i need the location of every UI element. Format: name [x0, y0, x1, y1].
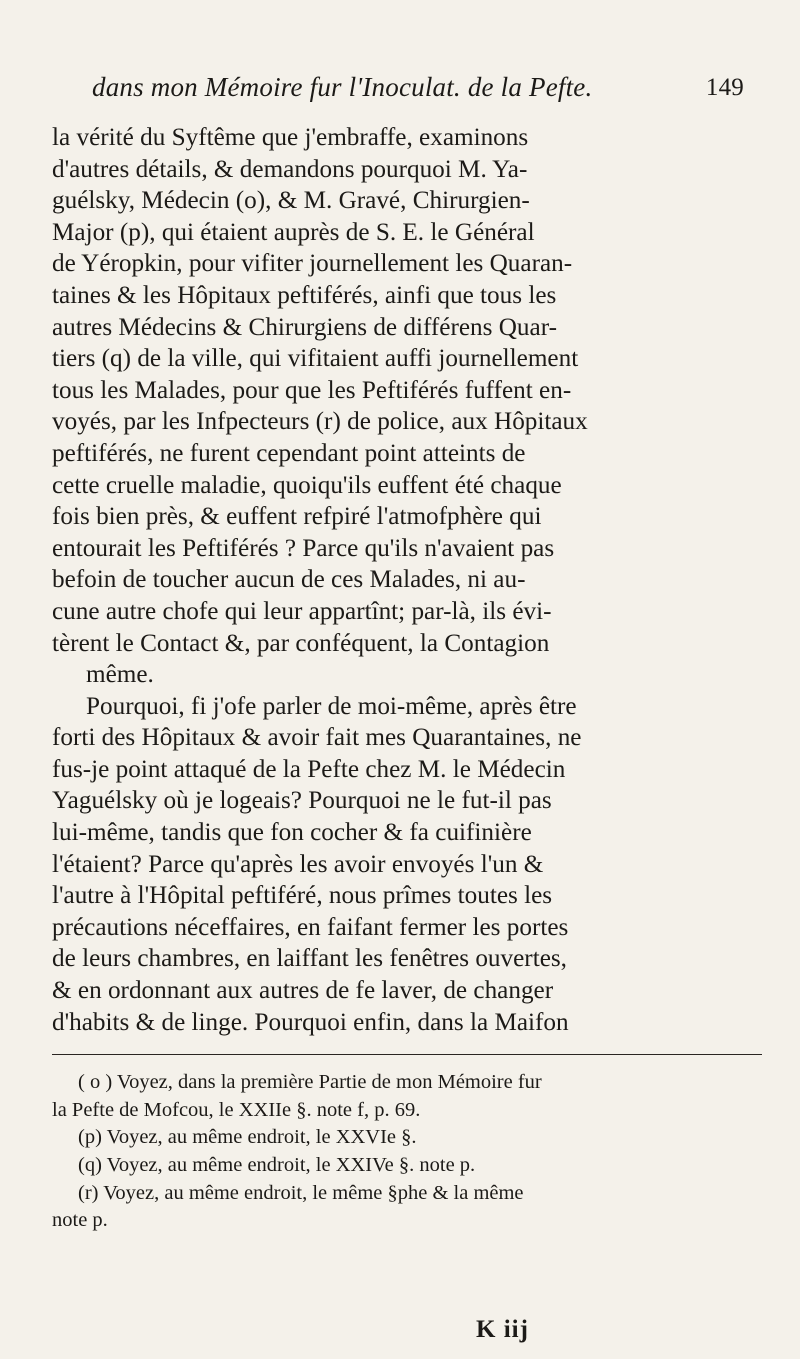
signature-mark: K iij	[476, 1316, 529, 1343]
text-line: entourait les Peftiférés ? Parce qu'ils n'avaient pas	[52, 534, 555, 562]
footnote-divider	[52, 1054, 762, 1055]
text-line: l'autre à l'Hôpital peftiféré, nous prîmes toutes les	[52, 882, 553, 910]
paragraph-1	[52, 122, 762, 691]
footnote-o: ( o ) Voyez, dans la première Partie de mon Mémoire fur	[78, 1071, 542, 1094]
text-line: voyés, par les Infpecteurs (r) de police, aux Hôpitaux	[52, 408, 588, 436]
main-text	[52, 122, 762, 1038]
page-number: 149	[705, 74, 744, 101]
text-line: tous les Malades, pour que les Peftiférés fuffent en-	[52, 376, 572, 404]
text-line: tiers (q) de la ville, qui vifitaient auffi journellement	[52, 345, 579, 373]
text-line: Pourquoi, fi j'ofe parler de moi-même, après être	[86, 692, 577, 720]
text-line: la vérité du Syftême que j'embraffe, examinons	[52, 124, 529, 151]
footnote-r-cont: note p.	[52, 1209, 108, 1232]
running-title: dans mon Mémoire fur l'Inoculat. de la Pefte.	[92, 72, 593, 102]
text-line: précautions néceffaires, en faifant fermer les portes	[52, 913, 569, 941]
running-head	[52, 72, 762, 118]
text-line: Major (p), qui étaient auprès de S. E. le Général	[52, 218, 535, 246]
text-line: autres Médecins & Chirurgiens de différens Quar-	[52, 313, 557, 341]
text-line: cune autre chofe qui leur appartînt; par-là, ils évi-	[52, 597, 552, 625]
footnote-p: (p) Voyez, au même endroit, le XXVIe §.	[78, 1126, 417, 1149]
text-line: Yaguélsky où je logeais? Pourquoi ne le fut-il pas	[52, 787, 552, 815]
text-line: de leurs chambres, en laiffant les fenêtres ouvertes,	[52, 945, 567, 973]
text-line: taines & les Hôpitaux peftiférés, ainfi que tous les	[52, 281, 557, 309]
text-line: même.	[86, 661, 154, 689]
footnote-o-cont: la Pefte de Mofcou, le XXIIe §. note f, p. 69.	[52, 1098, 421, 1121]
text-line: forti des Hôpitaux & avoir fait mes Quarantaines, ne	[52, 724, 582, 752]
footnote-q: (q) Voyez, au même endroit, le XXIVe §. note p.	[78, 1154, 476, 1176]
text-line: fois bien près, & euffent refpiré l'atmofphère qui	[52, 503, 542, 531]
text-line: l'étaient? Parce qu'après les avoir envoyés l'un &	[52, 850, 544, 878]
text-line: & en ordonnant aux autres de fe laver, de changer	[52, 977, 554, 1005]
paragraph-2	[52, 691, 762, 1039]
text-line: guélsky, Médecin (o), & M. Gravé, Chirurgien-	[52, 187, 530, 215]
footnote-r: (r) Voyez, au même endroit, le même §phe & la même	[78, 1181, 524, 1204]
text-line: d'habits & de linge. Pourquoi enfin, dans la Maifon	[52, 1008, 569, 1036]
text-line: lui-même, tandis que fon cocher & fa cuifinière	[52, 819, 532, 847]
text-line: peftiférés, ne furent cependant point atteints de	[52, 439, 526, 467]
text-line: befoin de toucher aucun de ces Malades, ni au-	[52, 566, 526, 594]
text-line: tèrent le Contact &, par conféquent, la Contagion	[52, 629, 550, 657]
text-line: de Yéropkin, pour vifiter journellement les Quaran-	[52, 250, 573, 278]
footnotes	[52, 1069, 762, 1235]
text-line: cette cruelle maladie, quoiqu'ils euffent été chaque	[52, 471, 562, 499]
text-line: d'autres détails, & demandons pourquoi M. Ya-	[52, 155, 528, 183]
text-line: fus-je point attaqué de la Pefte chez M. le Médecin	[52, 755, 566, 783]
